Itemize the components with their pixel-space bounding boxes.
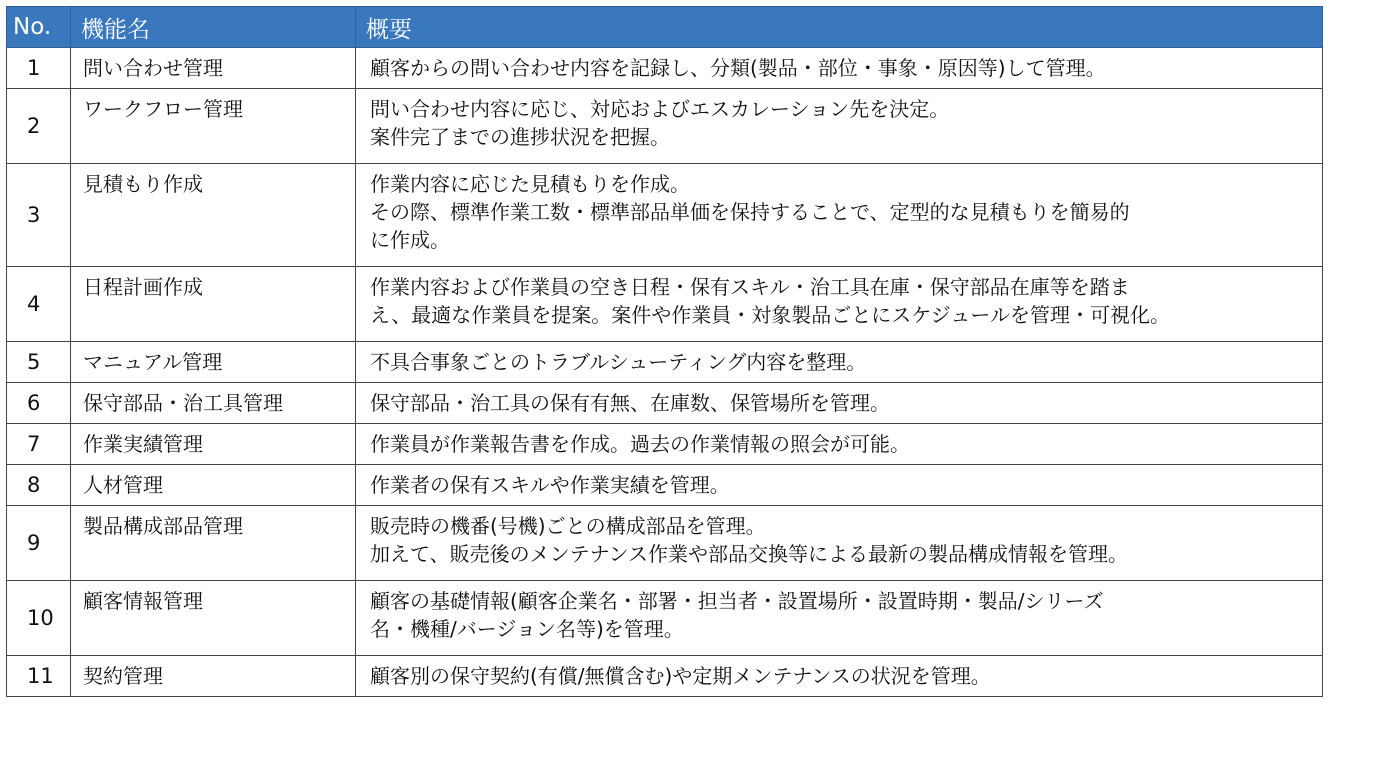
row-number: 8 [7, 465, 71, 506]
function-summary: 作業内容および作業員の空き日程・保有スキル・治工具在庫・保守部品在庫等を踏ま え、最適な作業員を提案。案件や作業員・対象製品ごとにスケジュールを管理・可視化。 [356, 267, 1323, 342]
function-summary: 不具合事象ごとのトラブルシューティング内容を整理。 [356, 342, 1323, 383]
table-header-row [7, 7, 1323, 48]
function-table-container [6, 6, 1323, 697]
row-number: 6 [7, 383, 71, 424]
table-row [7, 267, 1323, 342]
function-name: 作業実績管理 [71, 424, 356, 465]
row-number: 7 [7, 424, 71, 465]
table-row [7, 89, 1323, 164]
table-row [7, 164, 1323, 267]
function-summary: 作業員が作業報告書を作成。過去の作業情報の照会が可能。 [356, 424, 1323, 465]
row-number: 3 [7, 164, 71, 267]
table-row [7, 465, 1323, 506]
header-function-name: 機能名 [71, 7, 356, 48]
function-summary: 顧客からの問い合わせ内容を記録し、分類(製品・部位・事象・原因等)して管理。 [356, 48, 1323, 89]
function-name: 見積もり作成 [71, 164, 356, 267]
table-row [7, 506, 1323, 581]
function-name: マニュアル管理 [71, 342, 356, 383]
function-summary: 作業内容に応じた見積もりを作成。 その際、標準作業工数・標準部品単価を保持することで、定型的な見積もりを簡易的 に作成。 [356, 164, 1323, 267]
function-summary: 販売時の機番(号機)ごとの構成部品を管理。 加えて、販売後のメンテナンス作業や部品交換等による最新の製品構成情報を管理。 [356, 506, 1323, 581]
function-summary: 顧客の基礎情報(顧客企業名・部署・担当者・設置場所・設置時期・製品/シリーズ 名・機種/バージョン名等)を管理。 [356, 581, 1323, 656]
header-no: No. [7, 7, 71, 48]
function-name: ワークフロー管理 [71, 89, 356, 164]
function-name: 契約管理 [71, 656, 356, 697]
row-number: 2 [7, 89, 71, 164]
table-row [7, 581, 1323, 656]
function-summary: 顧客別の保守契約(有償/無償含む)や定期メンテナンスの状況を管理。 [356, 656, 1323, 697]
row-number: 5 [7, 342, 71, 383]
row-number: 9 [7, 506, 71, 581]
function-name: 製品構成部品管理 [71, 506, 356, 581]
function-summary: 保守部品・治工具の保有有無、在庫数、保管場所を管理。 [356, 383, 1323, 424]
table-row [7, 342, 1323, 383]
row-number: 4 [7, 267, 71, 342]
function-name: 保守部品・治工具管理 [71, 383, 356, 424]
table-row [7, 656, 1323, 697]
row-number: 10 [7, 581, 71, 656]
table-row [7, 383, 1323, 424]
function-name: 日程計画作成 [71, 267, 356, 342]
table-row [7, 424, 1323, 465]
function-summary: 問い合わせ内容に応じ、対応およびエスカレーション先を決定。 案件完了までの進捗状況を把握。 [356, 89, 1323, 164]
header-summary: 概要 [356, 7, 1323, 48]
function-summary: 作業者の保有スキルや作業実績を管理。 [356, 465, 1323, 506]
row-number: 11 [7, 656, 71, 697]
function-name: 顧客情報管理 [71, 581, 356, 656]
function-name: 人材管理 [71, 465, 356, 506]
row-number: 1 [7, 48, 71, 89]
function-table [6, 6, 1323, 697]
table-row [7, 48, 1323, 89]
function-name: 問い合わせ管理 [71, 48, 356, 89]
